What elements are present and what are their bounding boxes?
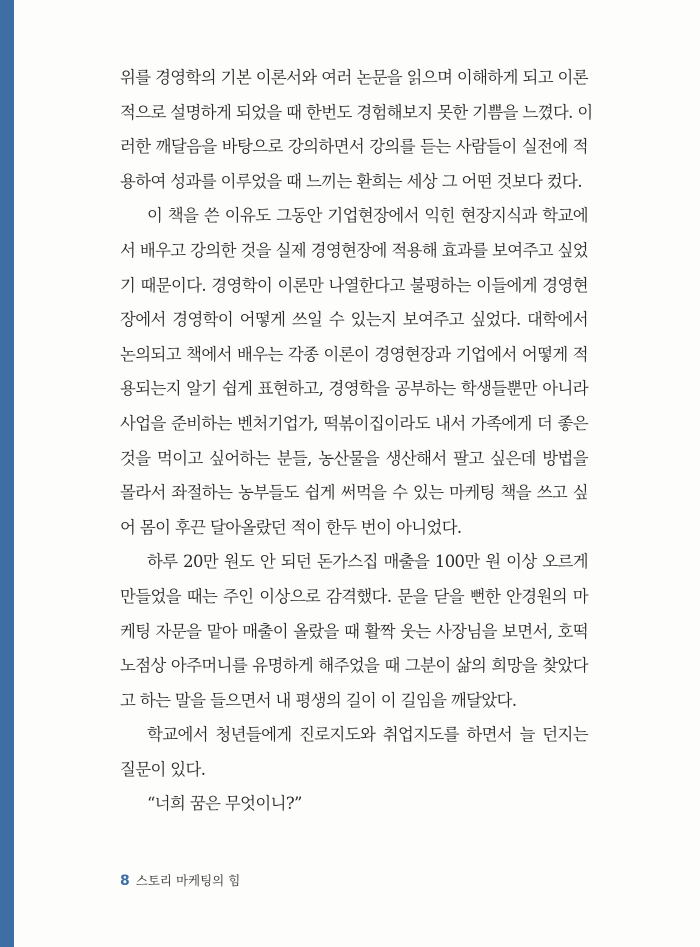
paragraph <box>120 787 588 822</box>
text-line: 용하여 성과를 이루었을 때 느끼는 환희는 세상 그 어떤 것보다 컸다. <box>120 171 583 191</box>
text-line: 적으로 설명하게 되었을 때 한번도 경험해보지 못한 기쁨을 느꼈다. 이 <box>120 102 593 122</box>
paragraph <box>120 545 588 718</box>
text-line: 서 배우고 강의한 것을 실제 경영현장에 적용해 효과를 보여주고 싶었 <box>120 240 589 260</box>
text-line: 노점상 아주머니를 유명하게 해주었을 때 그분이 삶의 희망을 찾았다 <box>120 656 588 676</box>
paragraph <box>120 61 593 199</box>
text-line: 용되는지 알기 쉽게 표현하고, 경영학을 공부하는 학생들뿐만 아니라 <box>120 379 588 399</box>
text-line: “너희 꿈은 무엇이니?” <box>147 794 302 814</box>
text-line: 것을 먹이고 싶어하는 분들, 농산물을 생산해서 팔고 싶은데 방법을 <box>120 448 588 468</box>
text-line: 고 하는 말을 들으면서 내 평생의 길이 이 길임을 깨달았다. <box>120 690 517 710</box>
page-number: 8 <box>120 873 130 889</box>
text-line: 장에서 경영학이 어떻게 쓰일 수 있는지 보여주고 싶었다. 대학에서 <box>120 310 588 330</box>
text-line: 러한 깨달음을 바탕으로 강의하면서 강의를 듣는 사람들이 실전에 적 <box>120 137 588 157</box>
page-footer <box>120 871 240 889</box>
text-line: 논의되고 책에서 배우는 각종 이론이 경영현장과 기업에서 어떻게 적 <box>120 344 588 364</box>
paragraph <box>120 718 588 787</box>
text-line: 사업을 준비하는 벤처기업가, 떡볶이집이라도 내서 가족에게 더 좋은 <box>120 413 588 433</box>
text-line: 하루 20만 원도 안 되던 돈가스집 매출을 100만 원 이상 오르게 <box>147 552 588 572</box>
text-line: 몰라서 좌절하는 농부들도 쉽게 써먹을 수 있는 마케팅 책을 쓰고 싶 <box>120 483 588 503</box>
text-line: 이 책을 쓴 이유도 그동안 기업현장에서 익힌 현장지식과 학교에 <box>147 206 588 226</box>
text-line: 어 몸이 후끈 달아올랐던 적이 한두 번이 아니었다. <box>120 517 462 537</box>
text-line: 만들었을 때는 주인 이상으로 감격했다. 문을 닫을 뻔한 안경원의 마 <box>120 586 588 606</box>
text-line: 학교에서 청년들에게 진로지도와 취업지도를 하면서 늘 던지는 <box>147 725 588 745</box>
book-spine-bar <box>0 0 14 947</box>
text-line: 케팅 자문을 맡아 매출이 올랐을 때 활짝 웃는 사장님을 보면서, 호떡 <box>120 621 588 641</box>
text-line: 질문이 있다. <box>120 759 206 779</box>
running-title: 스토리 마케팅의 힘 <box>135 873 241 888</box>
text-line: 위를 경영학의 기본 이론서와 여러 논문을 읽으며 이해하게 되고 이론 <box>120 68 589 87</box>
paragraph <box>120 199 588 545</box>
text-line: 기 때문이다. 경영학이 이론만 나열한다고 불평하는 이들에게 경영현 <box>120 275 588 295</box>
body-text <box>120 61 593 822</box>
